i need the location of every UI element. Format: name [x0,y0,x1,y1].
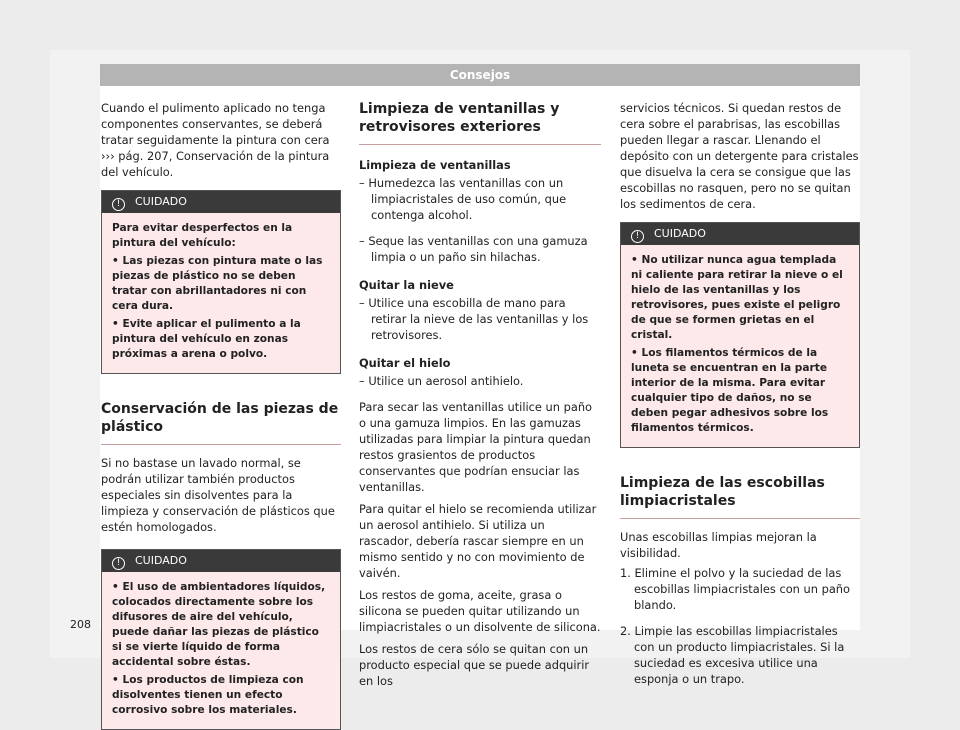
caution-bullet: • Las piezas con pintura mate o las piezas de plástico no se deben tratar con abrillantadores ni con cera dura. [112,255,323,312]
caution-title: ! CUIDADO [621,223,859,245]
numbered-step: 1. Elimine el polvo y la suciedad de las escobillas limpiacristales con un paño blando. [620,566,850,612]
caution-box-paint [101,190,341,374]
paragraph: servicios técnicos. Si quedan restos de cera sobre el parabrisas, las escobillas pueden llegar a rascar. Llenando el depósito con un detergente para cristales que disuelva la cera se consigue que las escobillas no rasquen, pero no se quitan los sedimentos de cera. [620,101,859,211]
caution-box-plastics [101,549,341,730]
subheading: Quitar el hielo [359,356,451,370]
caution-body [102,572,340,729]
warning-icon: ! [112,557,125,570]
warning-icon: ! [112,198,125,211]
warning-icon: ! [631,230,644,243]
subheading: Quitar la nieve [359,278,454,292]
caution-bullet: • El uso de ambientadores líquidos, colocados directamente sobre los difusores de aire del vehículo, puede dañar las piezas de plástico si se vierte líquido de forma accidental sobre éstas. [112,581,326,668]
page-number: 208 [70,618,91,631]
caution-bullet: • Los productos de limpieza con disolventes tienen un efecto corrosivo sobre los materiales. [112,674,304,716]
paragraph: Los restos de goma, aceite, grasa o silicona se pueden quitar utilizando un limpiacristales o un disolvente de silicona. [359,588,601,634]
caution-body: Para evitar desperfectos en la pintura del vehículo: • Las piezas con pintura mate o las piezas de plástico no se deben tratar con abrillantadores ni con cera dura. • Evite aplicar el pulimento a la pintura del vehículo en zonas próximas a arena o polvo. [102,213,340,373]
paragraph: Unas escobillas limpias mejoran la visibilidad. [620,530,817,560]
column-2 [359,100,601,699]
caution-bullet: • Evite aplicar el pulimento a la pintura del vehículo en zonas próximas a arena o polvo. [112,318,301,360]
paragraph: Para secar las ventanillas utilice un paño o una gamuza limpios. En las gamuzas utilizadas para limpiar la pintura quedan restos grasientos de productos conservantes que podrían ensuciar las ventanillas. [359,400,593,494]
paragraph: Los restos de cera sólo se quitan con un producto especial que se puede adquirir en los [359,642,590,688]
column-3 [620,100,860,697]
section-header: Consejos [100,64,860,86]
caution-bullet: • No utilizar nunca agua templada ni caliente para retirar la nieve o el hielo de las ventanillas y los retrovisores, pues existe el peligro de que se formen grietas en el cristal. [631,254,843,341]
caution-title: ! CUIDADO [102,191,340,213]
numbered-step: 2. Limpie las escobillas limpiacristales con un producto limpiacristales. Si la suciedad es excesiva utilice una esponja o un trapo. [620,624,845,686]
caution-body [621,245,859,447]
caution-box-windows [620,222,860,448]
caution-title: ! CUIDADO [102,550,340,572]
section-heading-windows: Limpieza de ventanillas y retrovisores exteriores [359,100,601,145]
subheading: Limpieza de ventanillas [359,158,511,172]
instruction-item: – Seque las ventanillas con una gamuza limpia o un paño sin hilachas. [359,234,588,264]
instruction-item: – Utilice un aerosol antihielo. [359,374,524,388]
section-heading-wipers: Limpieza de las escobillas limpiacristales [620,474,860,519]
instruction-item: – Utilice una escobilla de mano para retirar la nieve de las ventanillas y los retrovisores. [359,296,589,342]
section-heading-plastics: Conservación de las piezas de plástico [101,400,341,445]
intro-paragraph: Cuando el pulimento aplicado no tenga componentes conservantes, se deberá tratar seguidamente la pintura con cera ››› pág. 207, Conservación de la pintura del vehículo. [101,101,330,179]
instruction-item: – Humedezca las ventanillas con un limpiacristales de uso común, que contenga alcohol. [359,176,567,222]
caution-bullet: • Los filamentos térmicos de la luneta se encuentran en la parte interior de la misma. Para evitar cualquier tipo de daños, no se deben pegar adhesivos sobre los filamentos térmicos. [631,347,829,434]
column-1 [101,100,341,730]
plastics-paragraph: Si no bastase un lavado normal, se podrán utilizar también productos especiales sin disolventes para la limpieza y conservación de plásticos que estén homologados. [101,456,335,534]
paragraph: Para quitar el hielo se recomienda utilizar un aerosol antihielo. Si utiliza un rascador, debería rascar siempre en un mismo sentido y no con movimiento de vaivén. [359,502,597,580]
